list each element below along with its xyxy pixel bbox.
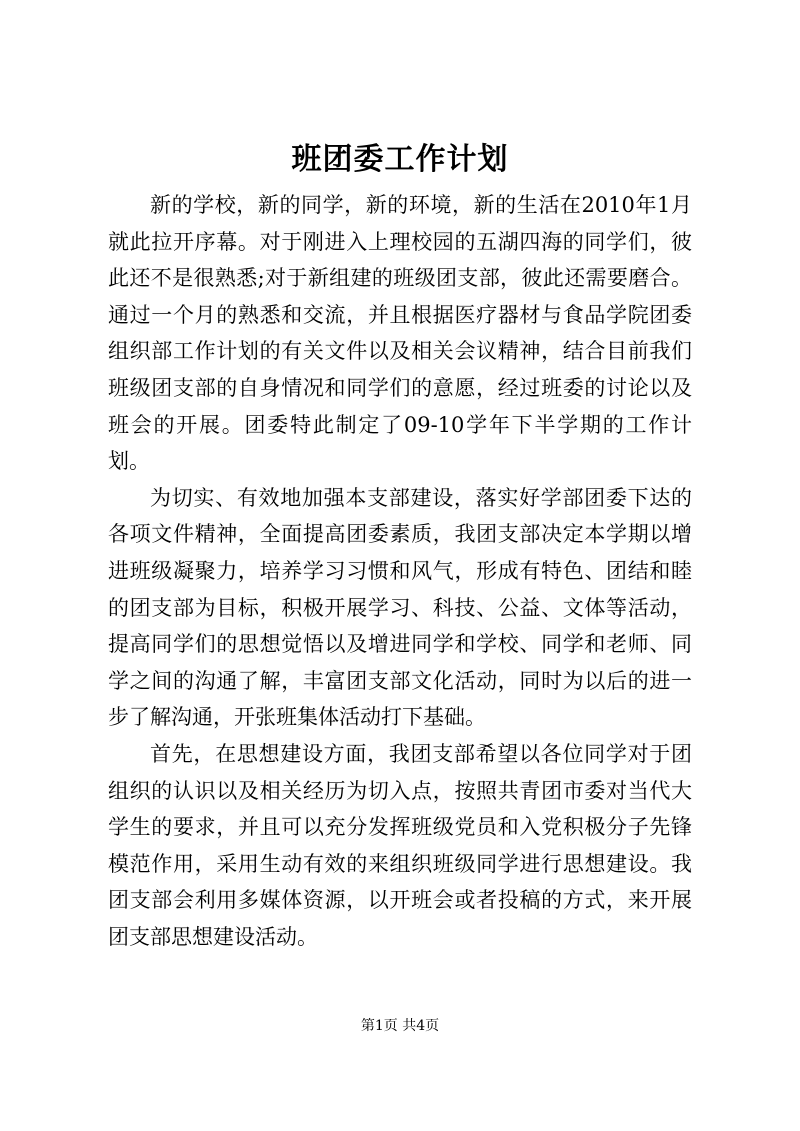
page-title: 班团委工作计划 [291,142,509,177]
paragraph-goals: 为切实、有效地加强本支部建设，落实好学部团委下达的各项文件精神，全面提高团委素质，我团支部决定本学期以增进班级凝聚力，培养学习习惯和风气，形成有特色、团结和睦的团支部为目标，积极开展学习、科技、公益、文体等活动，提高同学们的思想觉悟以及增进同学和学校、同学和老师、同学之间的沟通了解，丰富团支部文化活动，同时为以后的进一步了解沟通，开张班集体活动打下基础。 [108,485,692,730]
paragraph-intro: 新的学校，新的同学，新的环境，新的生活在2010年1月就此拉开序幕。对于刚进入上理校园的五湖四海的同学们，彼此还不是很熟悉;对于新组建的班级团支部，彼此还需要磨合。通过一个月的熟悉和交流，并且根据医疗器材与食品学院团委组织部工作计划的有关文件以及相关会议精神，结合目前我们班级团支部的自身情况和同学们的意愿，经过班委的讨论以及班会的开展。团委特此制定了09-10学年下半学期的工作计划。 [108,193,692,474]
paragraph-ideology: 首先，在思想建设方面，我团支部希望以各位同学对于团组织的认识以及相关经历为切入点，按照共青团市委对当代大学生的要求，并且可以充分发挥班级党员和入党积极分子先锋模范作用，采用生动有效的来组织班级同学进行思想建设。我团支部会利用多媒体资源，以开班会或者投稿的方式，来开展团支部思想建设活动。 [108,741,692,949]
document-body [108,187,692,955]
page-number: 第1页 共4页 [360,1018,440,1034]
